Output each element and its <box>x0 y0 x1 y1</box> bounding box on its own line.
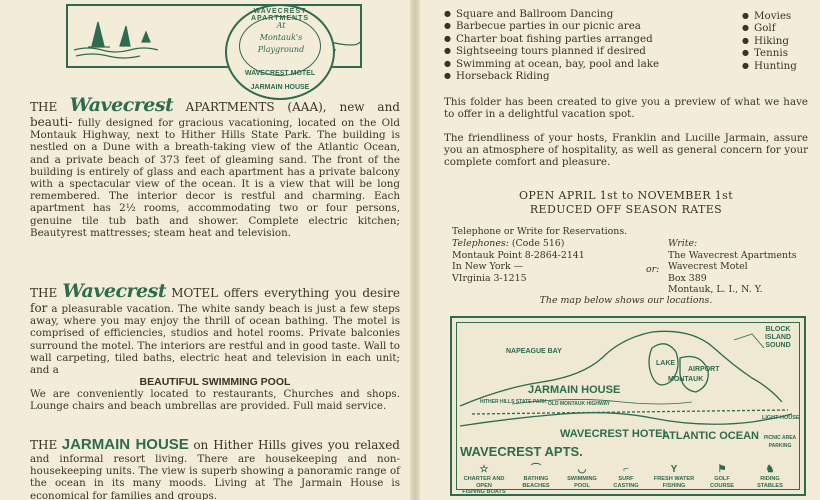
address-2: Wavecrest Motel <box>668 261 748 273</box>
activity-right-item: ● Movies <box>742 10 797 22</box>
activity-right-item: ● Hunting <box>742 60 797 72</box>
location-map <box>450 316 806 496</box>
motel-body: a pleasurable vacation. The white sandy beach is just a few steps away, where you may enjoy the thrill of ocean bathing. The motel is comprised of efficiencies, studios and hotel rooms. Private balconies surround the motel. The interiors are restful and in good taste. Wall to wall carpeting, tiled baths, electric heat and television in each unit; and a <box>30 303 401 377</box>
map-label-lake: LAKE <box>656 360 676 367</box>
horse-icon: ♞ <box>765 464 775 475</box>
address-4: Montauk, L. I., N. Y. <box>668 284 763 296</box>
activity-item: ● Horseback Riding <box>444 70 659 82</box>
legend-riding <box>746 464 794 489</box>
golf-flag-icon: ⚑ <box>717 464 727 475</box>
preview-paragraph: This folder has been created to give you a preview of what we have to offer in a delightful vacation spot. <box>444 96 808 121</box>
write-label: Write: <box>668 238 698 249</box>
motel-lead: MOTEL offers everything you desire for <box>30 286 400 315</box>
wave-icon: ⌒ <box>531 464 541 475</box>
activity-right-item: ● Tennis <box>742 47 797 59</box>
seal-line-1: At <box>276 21 286 30</box>
map-label-highway: OLD MONTAUK HIGHWAY <box>548 401 610 407</box>
contact-intro: Telephone or Write for Reservations. <box>452 226 628 237</box>
star-icon: ☆ <box>479 464 489 475</box>
map-label-napeague: NAPEAGUE BAY <box>506 348 562 355</box>
legend-label: STABLES <box>757 482 783 489</box>
jarmain-lead: on Hither Hills gives you relaxed <box>193 438 400 452</box>
legend-label: SWIMMING <box>567 476 597 482</box>
page-fold <box>410 0 420 500</box>
map-note: The map below shows our locations. <box>539 295 713 306</box>
apartments-paragraph <box>30 94 400 239</box>
apartments-wavecrest-logo: Wavecrest <box>69 94 174 116</box>
address-3: Box 389 <box>668 272 707 284</box>
activity-right-item: ● Golf <box>742 22 797 34</box>
legend-label: BATHING <box>523 476 549 482</box>
activity-right-item: ● Hiking <box>742 35 797 47</box>
activities-right-list <box>742 10 797 72</box>
map-label-hotel: WAVECREST HOTEL <box>560 428 670 440</box>
phone-code: (Code 516) <box>511 238 565 249</box>
fish-icon: Y <box>670 464 678 475</box>
phone-2: In New York — <box>452 261 524 273</box>
map-label-hither: HITHER HILLS STATE PARK <box>480 399 547 405</box>
motel-paragraph <box>30 280 400 413</box>
fishing-rod-icon: ⌐ <box>623 464 629 475</box>
seal-top-text: WAVECREST APARTMENTS <box>250 8 310 22</box>
legend-surf-casting <box>606 464 646 489</box>
header-banner <box>66 4 362 91</box>
activity-item: ● Square and Ballroom Dancing <box>444 8 659 20</box>
map-label-ocean: ATLANTIC OCEAN <box>662 430 759 442</box>
legend-label: BEACHES <box>522 482 550 489</box>
season-block <box>444 189 808 217</box>
jarmain-the: THE <box>30 438 58 452</box>
map-label-airport: AIRPORT <box>688 366 720 373</box>
phone-3: VIrginia 3-1215 <box>452 272 527 284</box>
map-label-montauk: MONTAUK <box>668 376 704 383</box>
legend-label: GOLF <box>714 476 730 482</box>
map-label-jarmain: JARMAIN HOUSE <box>528 384 621 396</box>
pool-icon: ◡ <box>577 464 587 475</box>
legend-label: COURSE <box>710 482 734 489</box>
jarmain-paragraph <box>30 436 400 500</box>
hosts-paragraph: The friendliness of your hosts, Franklin and Lucille Jarmain, assure you an atmosphere of hospitality, as well as general concern for your complete comfort and pleasure. <box>444 132 808 169</box>
legend-label: RIDING <box>760 476 780 482</box>
legend-fresh-water <box>648 464 700 489</box>
address-block <box>668 238 797 296</box>
seal-tagline <box>241 20 321 56</box>
map-label-block-island: BLOCK ISLAND SOUND <box>764 326 792 349</box>
address-1: The Wavecrest Apartments <box>668 249 797 261</box>
map-label-apts: WAVECREST APTS. <box>460 444 583 459</box>
legend-beaches <box>514 464 558 489</box>
activity-item: ● Swimming at ocean, bay, pool and lake <box>444 58 659 70</box>
wavecrest-seal <box>225 4 335 100</box>
apartments-lead: APARTMENTS (AAA), new and beauti- <box>30 100 400 129</box>
legend-golf <box>702 464 742 489</box>
phones-label: Telephones: <box>452 238 509 249</box>
phone-1: Montauk Point 8-2864-2141 <box>452 249 585 261</box>
legend-label: POOL <box>574 482 590 489</box>
season-line-2: REDUCED OFF SEASON RATES <box>529 203 723 216</box>
legend-label: FRESH WATER <box>653 476 695 482</box>
map-label-picnic: PICNIC AREA PARKING <box>763 435 797 449</box>
activity-item: ● Charter boat fishing parties arranged <box>444 33 659 45</box>
motel-wavecrest-logo: Wavecrest <box>62 280 167 302</box>
activity-item: ● Sightseeing tours planned if desired <box>444 45 659 57</box>
motel-body-2: We are conveniently located to restaurants, Churches and shops. Lounge chairs and beach umbrellas are provided. Full maid service. <box>30 388 400 413</box>
season-line-1: OPEN APRIL 1st to NOVEMBER 1st <box>518 189 734 202</box>
map-label-lighthouse: LIGHT HOUSE <box>762 415 800 421</box>
seal-bottom-1: WAVECREST MOTEL <box>244 70 316 77</box>
legend-label: CASTING <box>613 482 639 489</box>
legend-fishing-boats <box>456 464 512 496</box>
or-label: or: <box>646 264 660 275</box>
legend-label: CHARTER AND OPEN <box>463 476 505 489</box>
seal-line-2: Montauk's <box>259 33 303 42</box>
apartments-body: fully designed for gracious vacationing, located on the Old Montauk Highway, next to Hither Hills State Park. The building is nestled on a Dune with a breath-taking view of the Atlantic Ocean, and a private beach of 373 feet of gleaming sand. The front of the building is entirely of glass and each apartment has a private balcony with a spectacular view of the ocean. It is a view that will be long remembered. The interior decor is restful and charming. Each apartment has 2½ rooms, accommodating two or four persons, genuine tile tub bath and shower. Complete electric kitchen; Beautyrest mattresses; steam heat and television. <box>30 117 400 239</box>
motel-the: THE <box>30 286 58 300</box>
legend-label: FISHING <box>662 482 686 489</box>
jarmain-body: and informal resort living. There are housekeeping and non-housekeeping units. The view is superb showing a panoramic range of the ocean in its many moods. Living at The Jarmain House is economical for families and groups. <box>30 453 400 500</box>
legend-label: FISHING BOATS <box>462 489 506 495</box>
legend-pool <box>560 464 604 489</box>
phone-block <box>452 238 585 284</box>
legend-label: SURF <box>618 476 634 482</box>
jarmain-house-heading: JARMAIN HOUSE <box>61 436 189 453</box>
seal-line-3: Playground <box>257 45 305 54</box>
seal-bottom-2: JARMAIN HOUSE <box>250 84 310 91</box>
activity-item: ● Barbecue parties in our picnic area <box>444 20 659 32</box>
pool-heading: BEAUTIFUL SWIMMING POOL <box>139 376 291 389</box>
activities-list <box>444 8 659 82</box>
apartments-the: THE <box>30 100 58 114</box>
